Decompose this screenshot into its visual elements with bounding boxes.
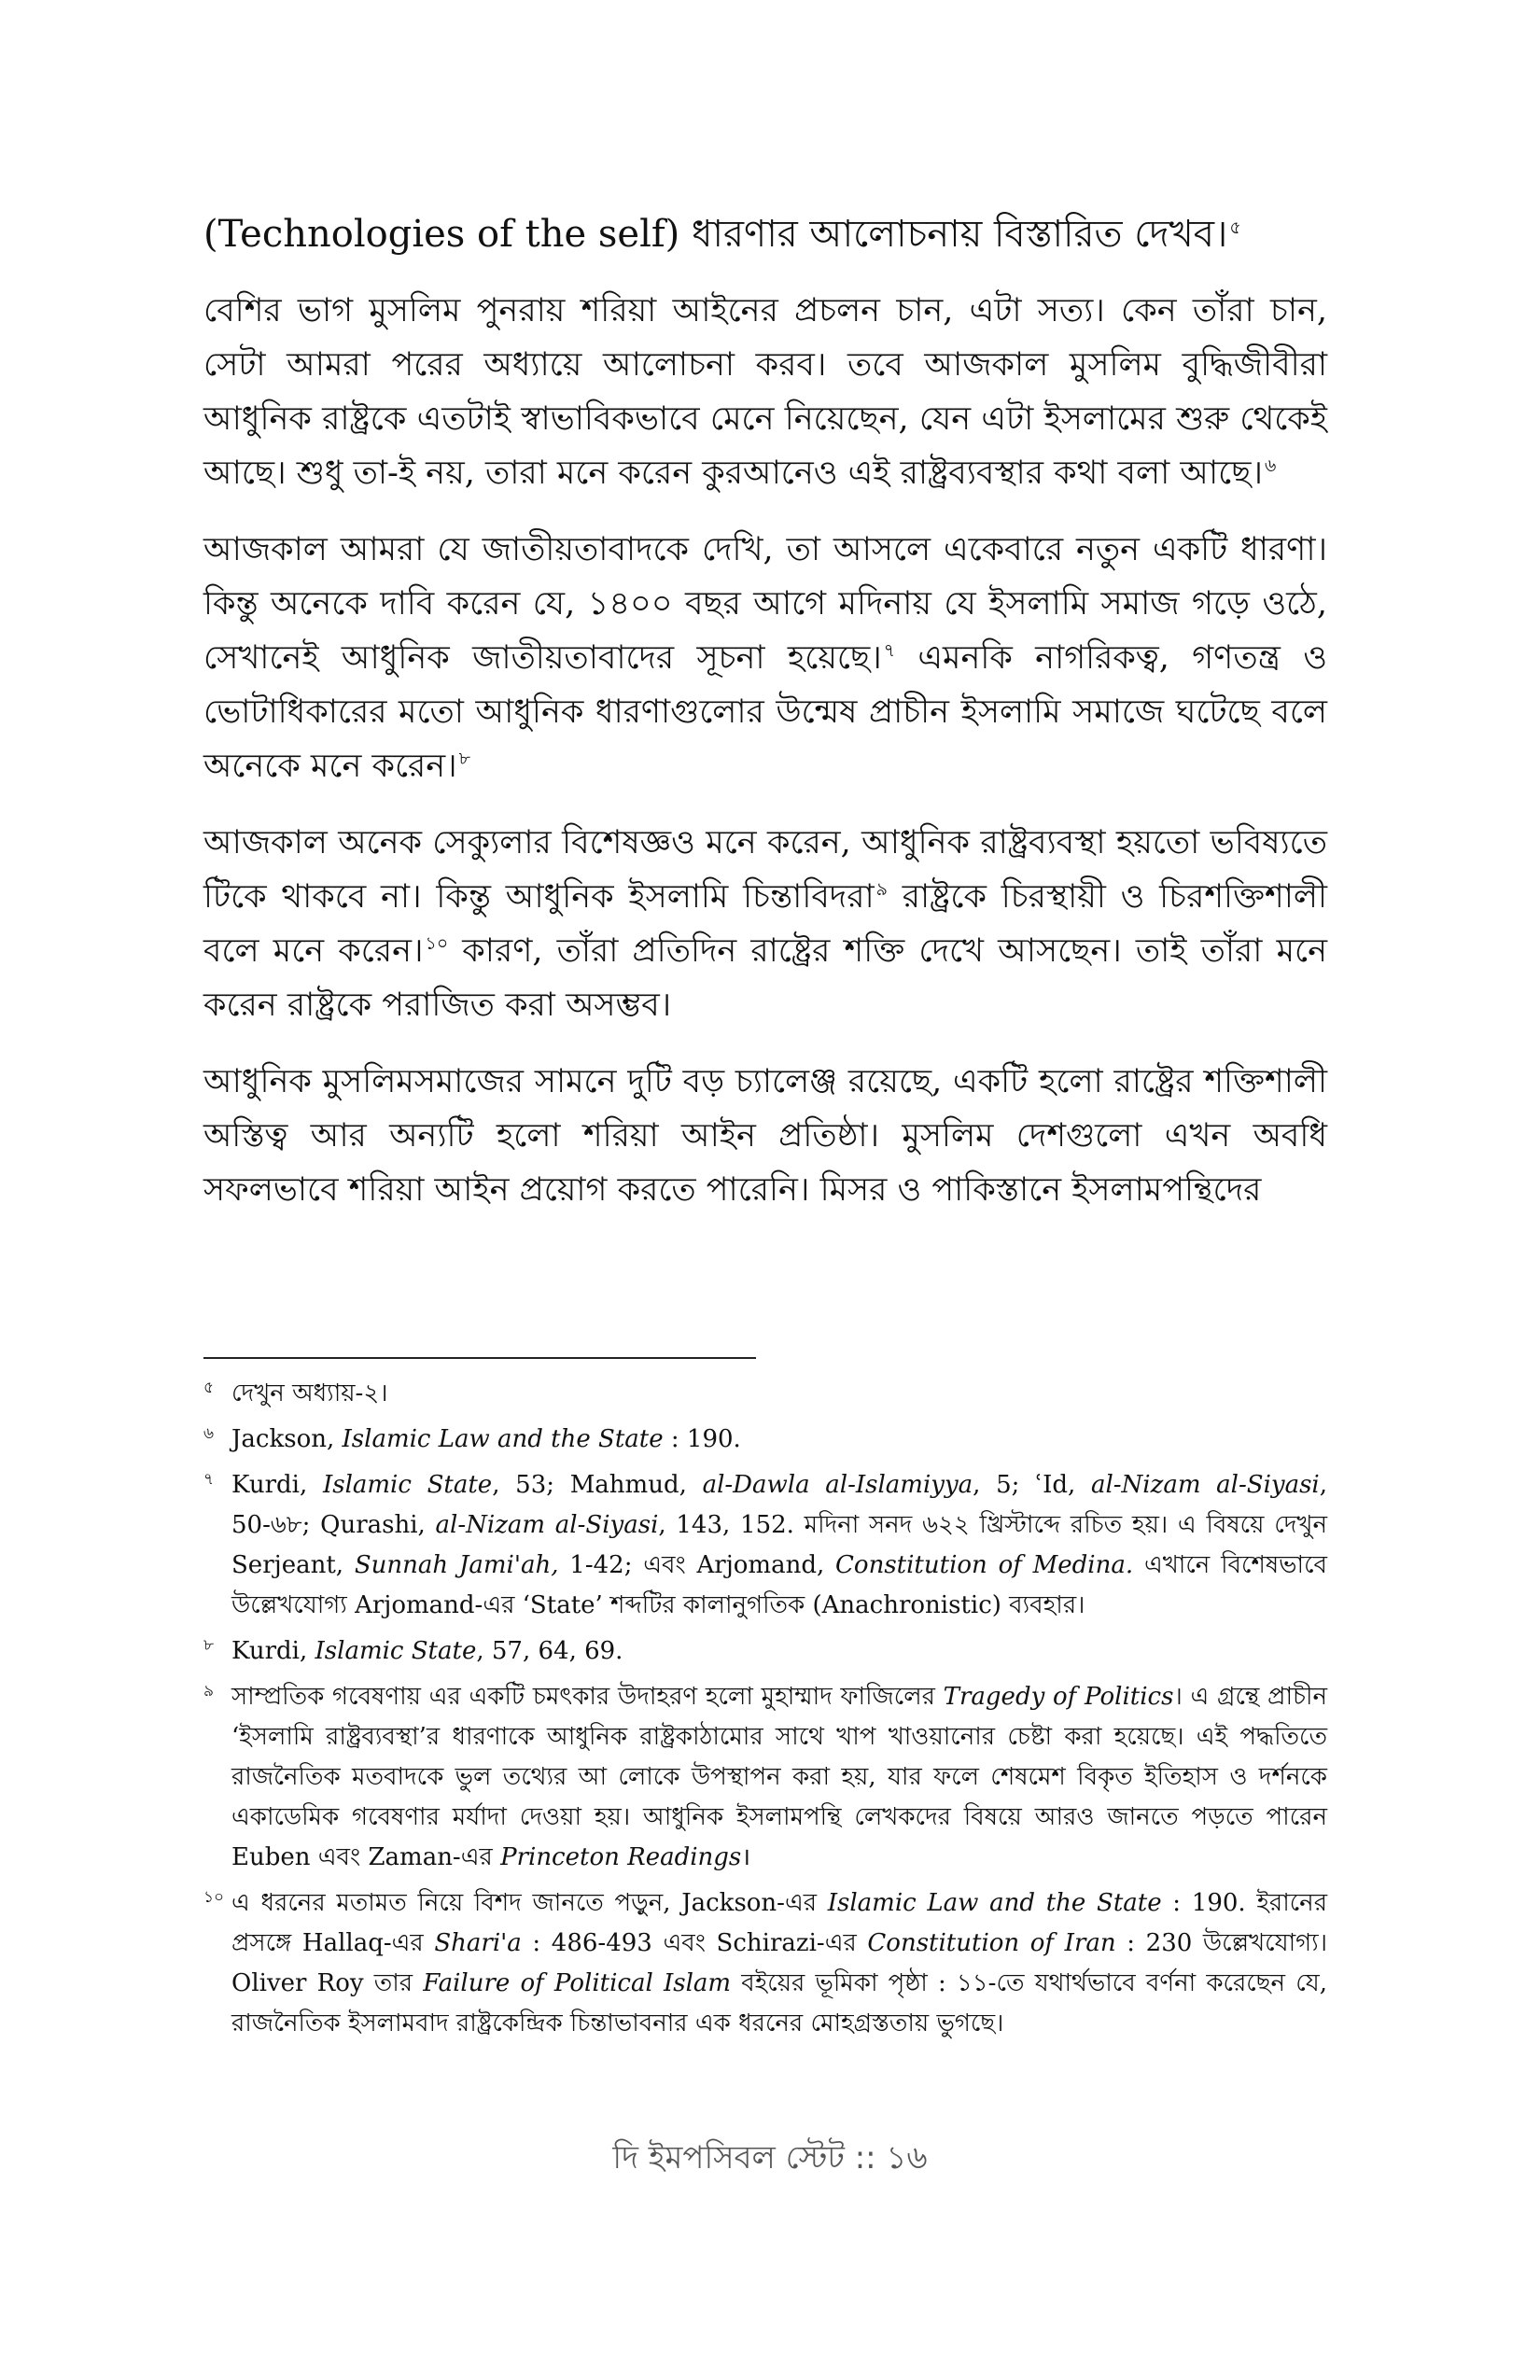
- footnote: [203, 1374, 1327, 1414]
- footnote-fragment: , 143, 152. মদিনা সনদ ৬২২ খ্রিস্টাব্দে রচিত হয়। এ বিষয়ে দেখুন Serjeant,: [231, 1511, 1327, 1579]
- footnote-fragment: : 190. ইরানের প্রসঙ্গে Hallaq-এর: [231, 1889, 1327, 1957]
- citation-title: Sunnah Jami'ah,: [354, 1551, 559, 1579]
- footnote-divider: [203, 1357, 756, 1359]
- paragraph: (Technologies of the self) ধারণার আলোচনায় বিস্তারিত দেখব। $^৫$: [203, 213, 1241, 256]
- footnote-text: [231, 1471, 1327, 1619]
- footnote-fragment: সাম্প্রতিক গবেষণায় এর একটি চমৎকার উদাহরণ হলো মুহাম্মাদ ফাজিলের: [231, 1683, 944, 1711]
- footnote-fragment: 1-42; এবং Arjomand,: [558, 1551, 836, 1579]
- footnote-marker: ৭: [203, 1470, 215, 1489]
- footnote-fragment: দেখুন অধ্যায়-২।: [231, 1379, 388, 1407]
- footnote: [203, 1465, 1327, 1626]
- citation-title: Shari'a: [434, 1929, 522, 1957]
- paragraph: আজকাল আমরা যে জাতীয়তাবাদকে দেখি, তা আসলে একেবারে নতুন একটি ধারণা। কিন্তু অনেকে দাবি করেন যে, ১৪০০ বছর আগে মদিনায় যে ইসলামি সমাজ গড়ে ওঠে, সেখানেই আধুনিক জাতীয়তাবাদের সূচনা হয়েছে। $^৭$ এমনকি নাগরিকত্ব, গণতন্ত্র ও ভোটাধিকারের মতো আধুনিক ধারণাগুলোর উন্মেষ প্রাচীন ইসলামি সমাজে ঘটেছে বলে অনেকে মনে করেন। $^৮$: [203, 531, 1327, 785]
- footnote: [203, 1883, 1327, 2044]
- citation-title: Constitution of Medina.: [835, 1551, 1134, 1579]
- footnote-fragment: বইয়ের ভূমিকা পৃষ্ঠা : ১১-তে যথার্থভাবে বর্ণনা করেছেন যে, রাজনৈতিক ইসলামবাদ রাষ্ট্রকেন্দ্রিক চিন্তাভাবনার এক ধরনের মোহগ্রস্ততায় ভুগছে।: [231, 1969, 1327, 2037]
- footnote-marker: ৫: [203, 1379, 215, 1397]
- footnote: [203, 1420, 1327, 1460]
- footnote-fragment: Jackson,: [231, 1425, 343, 1453]
- footnote-ref[interactable]: ৬: [1264, 455, 1277, 477]
- paragraph: আজকাল অনেক সেক্যুলার বিশেষজ্ঞও মনে করেন, আধুনিক রাষ্ট্রব্যবস্থা হয়তো ভবিষ্যতে টিকে থাকবে না। কিন্তু আধুনিক ইসলামি চিন্তাবিদরা $^৯$ রাষ্ট্রকে চিরস্থায়ী ও চিরশক্তিশালী বলে মনে করেন। $^{১০}$ কারণ, তাঁরা প্রতিদিন রাষ্ট্রের শক্তি দেখে আসছেন। তাই তাঁরা মনে করেন রাষ্ট্রকে পরাজিত করা অসম্ভব।: [203, 824, 1327, 1024]
- page-footer: দি ইমপসিবল স্টেট :: ১৬: [612, 2139, 928, 2177]
- citation-title: al-Nizam al-Siyasi: [1090, 1471, 1320, 1499]
- footnote-fragment: Kurdi,: [231, 1637, 315, 1665]
- citation-title: Islamic State: [322, 1471, 493, 1499]
- citation-title: al-Nizam al-Siyasi: [435, 1511, 659, 1539]
- footnote-text: [231, 1379, 388, 1407]
- footnote-marker: ১০: [203, 1888, 225, 1907]
- footnote-fragment: এ ধরনের মতামত নিয়ে বিশদ জানতে পড়ুন, Jackson-এর: [231, 1889, 828, 1917]
- footnote-marker: ৯: [203, 1682, 215, 1701]
- citation-title: Tragedy of Politics: [943, 1683, 1174, 1711]
- footnote-marker: ৬: [203, 1424, 215, 1443]
- footnote-marker: ৮: [203, 1636, 215, 1655]
- citation-title: al-Dawla al-Islamiyya: [702, 1471, 973, 1499]
- citation-title: Princeton Readings: [500, 1843, 742, 1871]
- footnote-fragment: , 5; ʿId,: [973, 1471, 1091, 1499]
- footnote-fragment: : 190.: [663, 1425, 741, 1453]
- footnote-ref[interactable]: ৯: [875, 879, 888, 901]
- footnote-text: [231, 1637, 623, 1665]
- footnote-text: [231, 1683, 1327, 1871]
- footnote-fragment: : 230 উল্লেখযোগ্য। Oliver Roy তার: [231, 1929, 1328, 1997]
- footnote-text: [231, 1425, 741, 1453]
- citation-title: Constitution of Iran: [867, 1929, 1116, 1957]
- footnote-text: [231, 1889, 1327, 2037]
- footnote-fragment: , 50-৬৮; Qurashi,: [231, 1471, 1328, 1539]
- footnote-ref[interactable]: ৫: [1229, 217, 1241, 238]
- main-body: [203, 207, 1327, 1239]
- footnote-fragment: , 53; Mahmud,: [492, 1471, 703, 1499]
- footnote-fragment: এখানে বিশেষভাবে উল্লেখযোগ্য Arjomand-এর ‘State’ শব্দটির কালানুগতিক (Anachronistic) ব্যবহার।: [231, 1551, 1328, 1619]
- footnote-ref[interactable]: ৮: [458, 749, 471, 770]
- footnote-ref[interactable]: ১০: [425, 933, 449, 955]
- citation-title: Islamic Law and the State: [342, 1425, 664, 1453]
- footnote-fragment: , 57, 64, 69.: [476, 1637, 623, 1665]
- footnote-fragment: ।: [741, 1843, 751, 1871]
- footnote: [203, 1677, 1327, 1878]
- paragraph: বেশির ভাগ মুসলিম পুনরায় শরিয়া আইনের প্রচলন চান, এটা সত্য। কেন তাঁরা চান, সেটা আমরা পরের অধ্যায়ে আলোচনা করব। তবে আজকাল মুসলিম বুদ্ধিজীবীরা আধুনিক রাষ্ট্রকে এতটাই স্বাভাবিকভাবে মেনে নিয়েছেন, যেন এটা ইসলামের শুরু থেকেই আছে। শুধু তা-ই নয়, তারা মনে করেন কুরআনেও এই রাষ্ট্রব্যবস্থার কথা বলা আছে। $^৬$: [203, 292, 1327, 492]
- citation-title: Islamic State: [315, 1637, 477, 1665]
- footnote-ref[interactable]: ৭: [883, 640, 896, 662]
- citation-title: Islamic Law and the State: [827, 1889, 1162, 1917]
- footnote: [203, 1631, 1327, 1672]
- footnote-fragment: : 486-493 এবং Schirazi-এর: [521, 1929, 868, 1957]
- citation-title: Failure of Political Islam: [423, 1969, 732, 1997]
- footnotes-list: [203, 1374, 1327, 2050]
- footnote-fragment: Kurdi,: [231, 1471, 323, 1499]
- paragraph: আধুনিক মুসলিমসমাজের সামনে দুটি বড় চ্যালেঞ্জ রয়েছে, একটি হলো রাষ্ট্রের শক্তিশালী অস্তিত্ব আর অন্যটি হলো শরিয়া আইন প্রতিষ্ঠা। মুসলিম দেশগুলো এখন অবধি সফলভাবে শরিয়া আইন প্রয়োগ করতে পারেনি। মিসর ও পাকিস্তানে ইসলামপন্থিদের: [203, 1063, 1327, 1209]
- footnote-fragment: । এ গ্রন্থে প্রাচীন ‘ইসলামি রাষ্ট্রব্যবস্থা’র ধারণাকে আধুনিক রাষ্ট্রকাঠামোর সাথে খাপ খাওয়ানোর চেষ্টা করা হয়েছে। এই পদ্ধতিতে রাজনৈতিক মতবাদকে ভুল তথ্যের আ লোকে উপস্থাপন করা হয়, যার ফলে শেষমেশ বিকৃত ইতিহাস ও দর্শনকে একাডেমিক গবেষণার মর্যাদা দেওয়া হয়। আধুনিক ইসলামপন্থি লেখকদের বিষয়ে আরও জানতে পড়তে পারেন Euben এবং Zaman-এর: [231, 1683, 1327, 1871]
